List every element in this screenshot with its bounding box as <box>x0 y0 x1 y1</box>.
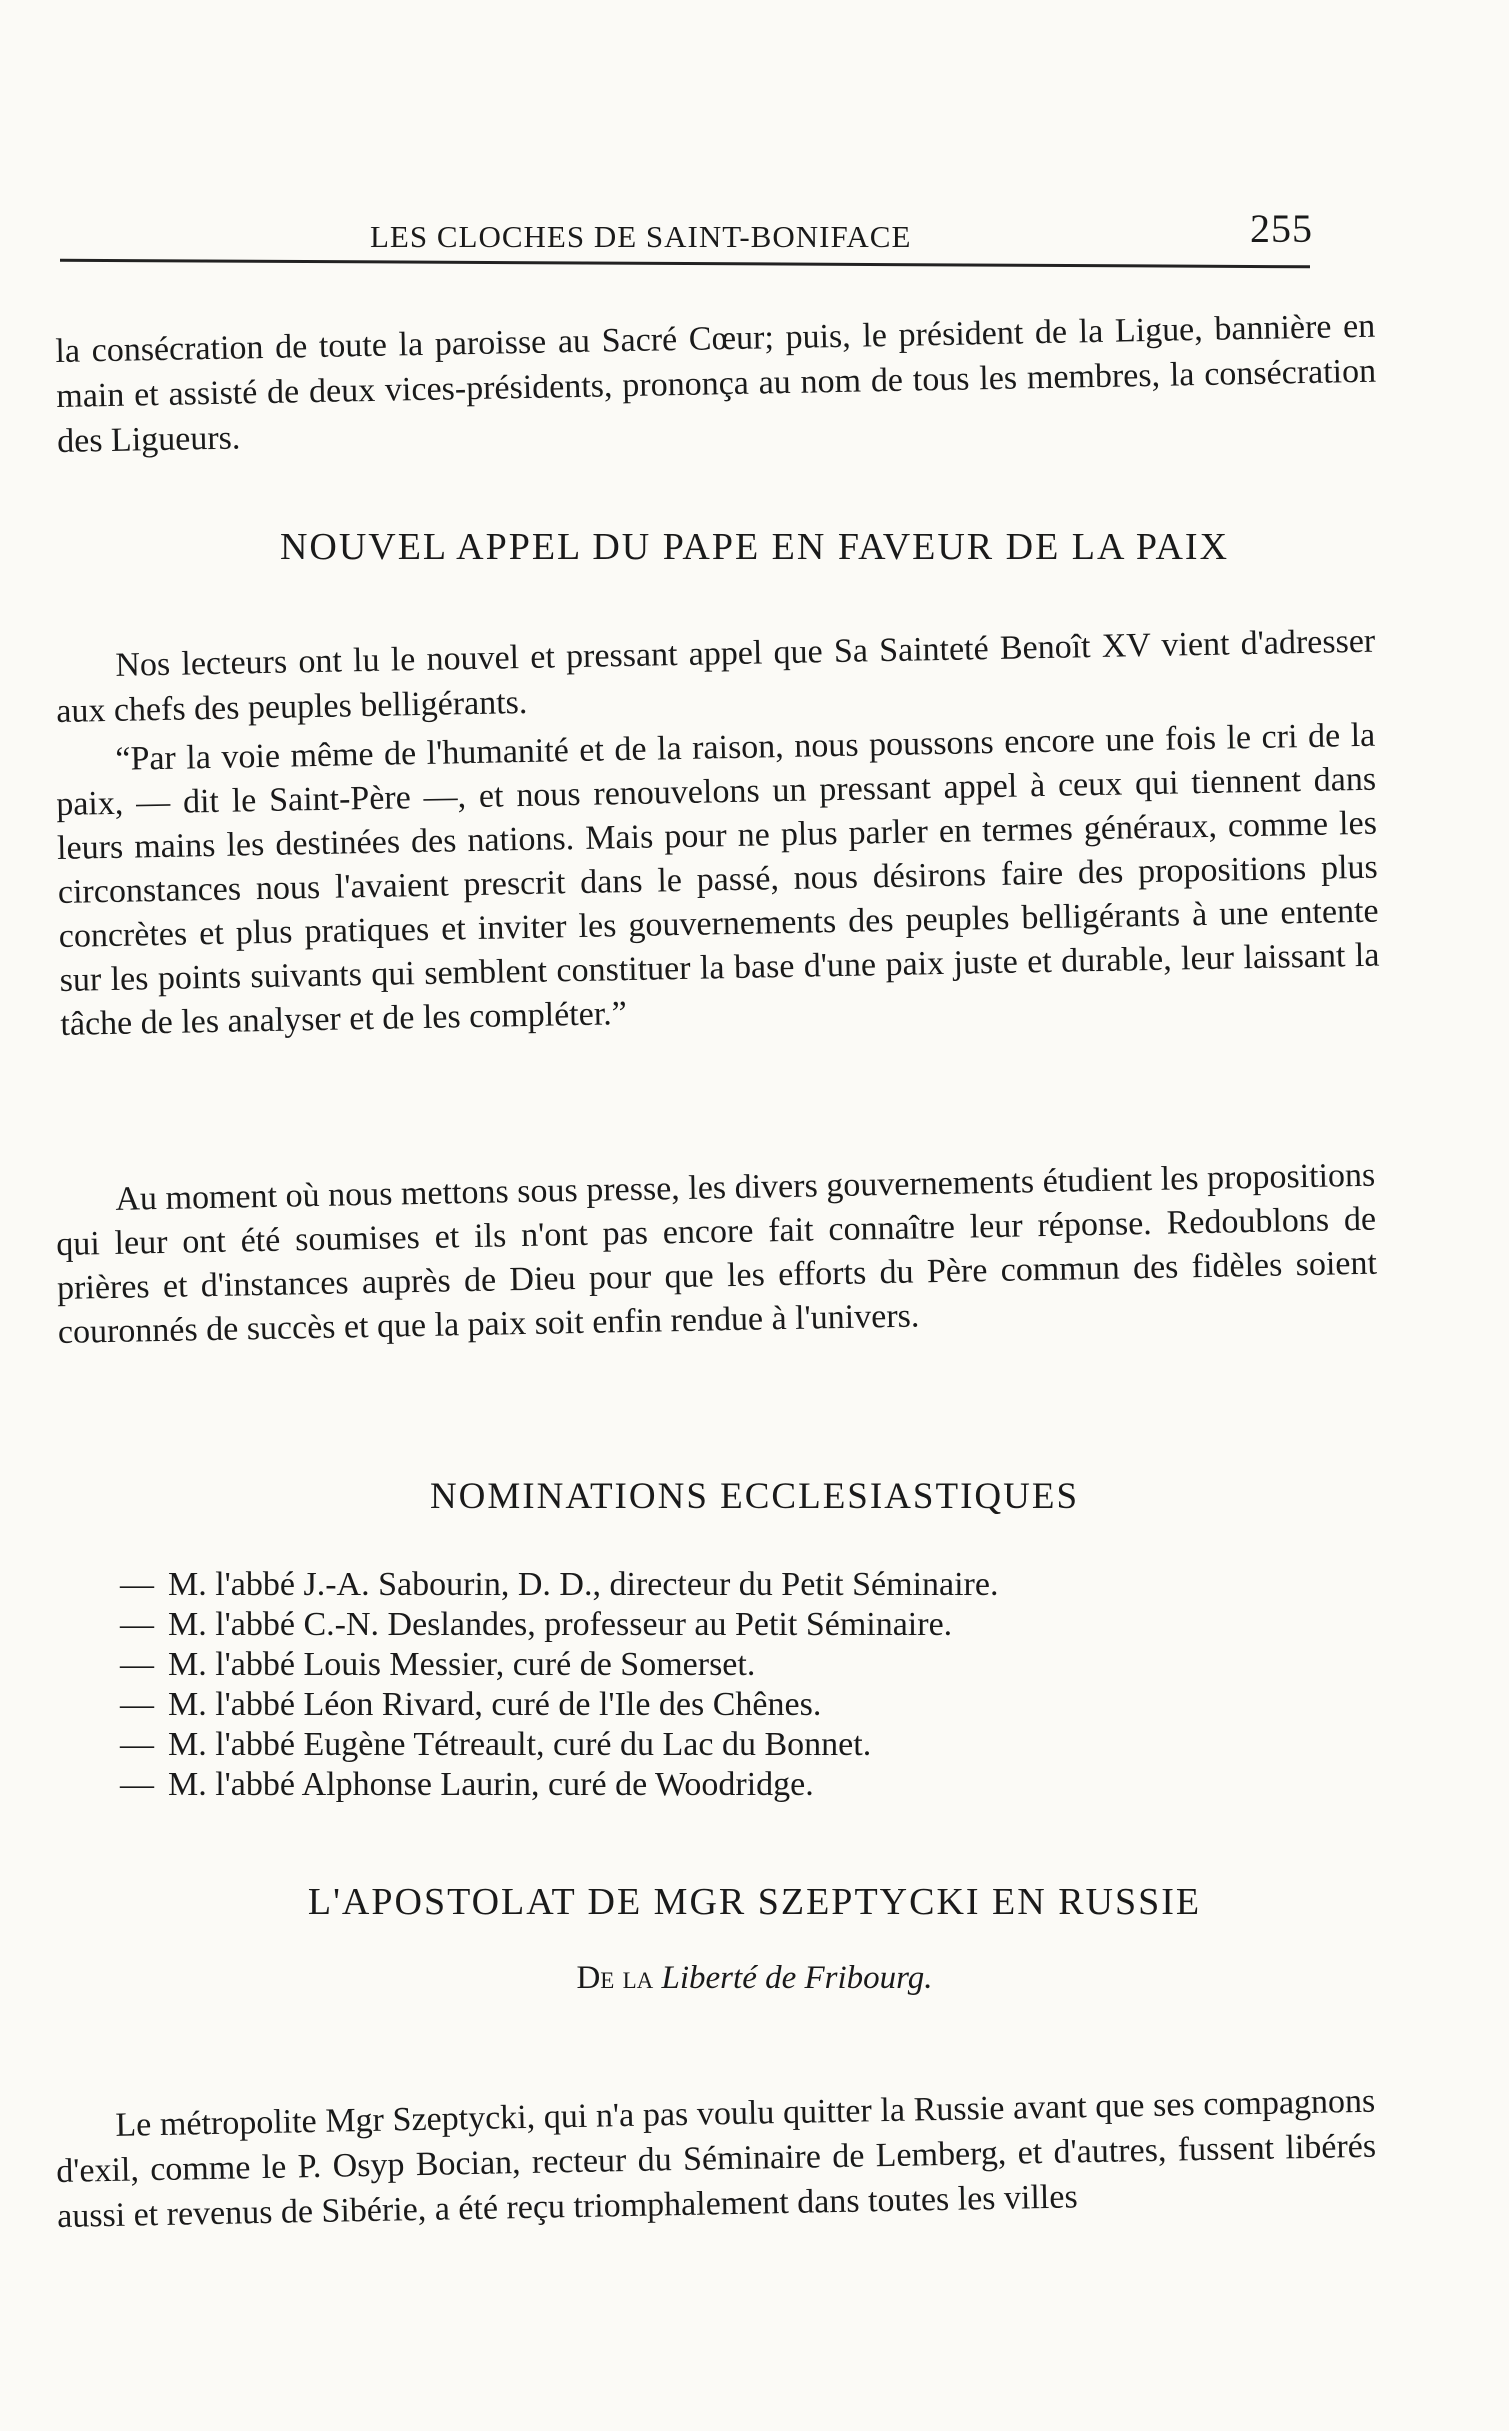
appel-paragraph-2: “Par la voie même de l'humanité et de la raison, nous poussons encore une fois le cri de la paix, — dit le Saint-Père —, et nous renouvelons un pressant appel à ceux qui tiennent dans leurs mains les destinées des nations. Mais pour ne plus parler en termes généraux, comme les circonstances nous l'avaient prescrit dans le passé, nous désirons faire des propositions plus concrètes et plus pratiques et inviter les gouvernements des peuples belligérants à une entente sur les points suivants qui semblent constituer la base d'une paix juste et durable, leur laissant la tâche de les analyser et de les compléter.” <box>55 716 1380 1043</box>
dash: — <box>120 1726 154 1763</box>
dash: — <box>120 1606 154 1643</box>
source-prefix: De la <box>576 1960 654 1996</box>
source-line <box>0 1960 1509 1997</box>
list-item: — M. l'abbé J.-A. Sabourin, D. D., directeur du Petit Séminaire. <box>120 1566 999 1603</box>
source-name: Liberté de Fribourg. <box>661 1960 933 1996</box>
appel-paragraph-1: Nos lecteurs ont lu le nouvel et pressant appel que Sa Sainteté Benoît XV vient d'adresser aux chefs des peuples belligérants. <box>55 622 1376 730</box>
page-number: 255 <box>1250 206 1313 251</box>
dash: — <box>120 1686 154 1723</box>
section-title-appel: NOUVEL APPEL DU PAPE EN FAVEUR DE LA PAIX <box>279 526 1230 568</box>
apostolat-paragraph: Le métropolite Mgr Szeptycki, qui n'a pas voulu quitter la Russie avant que ses compagnons d'exil, comme le P. Osyp Bocian, recteur du Séminaire de Lemberg, et d'autres, fussent libérés aussi et revenus de Sibérie, a été reçu triomphalement dans toutes les villes <box>55 2082 1377 2235</box>
dash: — <box>120 1566 154 1603</box>
section-title-nominations: NOMINATIONS ECCLESIASTIQUES <box>429 1476 1080 1517</box>
dash: — <box>120 1646 154 1683</box>
nominations-list <box>120 1565 998 1805</box>
section-title-apostolat: L'APOSTOLAT DE MGR SZEPTYCKI EN RUSSIE <box>307 1881 1202 1923</box>
dash: — <box>120 1766 154 1803</box>
list-item: — M. l'abbé Alphonse Laurin, curé de Woodridge. <box>120 1766 814 1803</box>
list-item: — M. l'abbé Eugène Tétreault, curé du Lac du Bonnet. <box>120 1726 872 1763</box>
intro-paragraph: la consécration de toute la paroisse au Sacré Cœur; puis, le président de la Ligue, bannière en main et assisté de deux vices-présidents, prononça au nom de tous les membres, la consécration des Ligueurs. <box>55 307 1377 460</box>
appel-paragraph-3: Au moment où nous mettons sous presse, les divers gouvernements étudient les propositions qui leur ont été soumises et ils n'ont pas encore fait connaître leur réponse. Redoublons de prières et d'instances auprès de Dieu pour que les efforts du Père commun des fidèles soient couronnés de succès et que la paix soit enfin rendue à l'univers. <box>55 1156 1378 1351</box>
list-item: — M. l'abbé Léon Rivard, curé de l'Ile des Chênes. <box>120 1686 822 1723</box>
running-title: LES CLOCHES DE SAINT-BONIFACE <box>370 219 912 254</box>
list-item: — M. l'abbé C.-N. Deslandes, professeur au Petit Séminaire. <box>120 1606 953 1643</box>
header-rule <box>60 259 1310 269</box>
list-item: — M. l'abbé Louis Messier, curé de Somerset. <box>120 1646 756 1683</box>
